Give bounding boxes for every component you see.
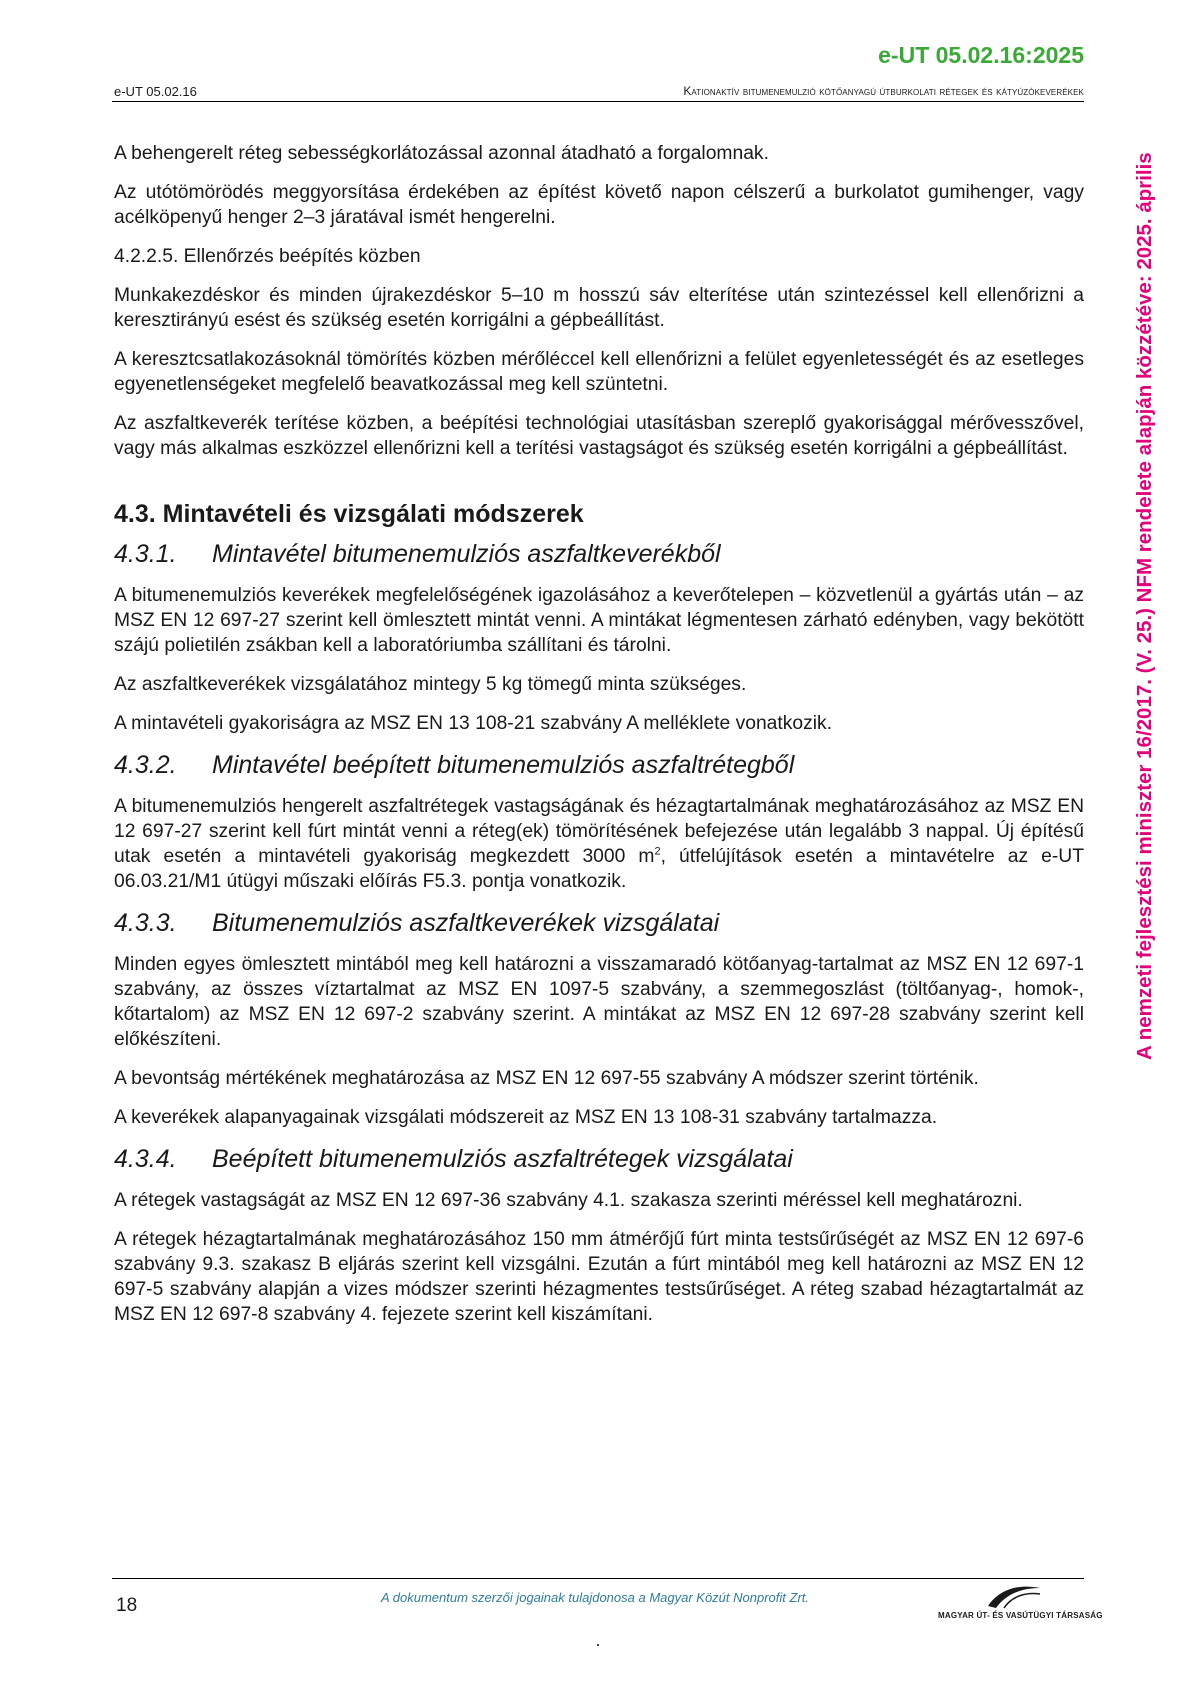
paragraph-text: A bitumenemulziós hengerelt aszfaltrétegek vastagságának és hézagtartalmának meghatározásához az MSZ EN 12 697-27 szerint kell fúrt mintát venni a réteg(ek) tömörítésének befejezése után legalább 3 nappal. Új építésű utak esetén a mintavételi gyakoriság megkezdett 3000 m	[114, 796, 1084, 867]
subsection-heading-4225: 4.2.2.5. Ellenőrzés beépítés közben	[114, 246, 421, 267]
paragraph: A keresztcsatlakozásoknál tömörítés közben mérőléccel kell ellenőrizni a felület egyenletességét és az esetleges egyenetlenségeket megfelelő beavatkozással meg kell szüntetni.	[114, 349, 1084, 395]
section-heading-4-3-1	[114, 539, 1084, 569]
section-heading-4-3-3	[114, 908, 1084, 938]
header-divider	[112, 101, 1084, 102]
publication-side-note: A nemzeti fejlesztési miniszter 16/2017. (V. 25.) NFM rendelete alapján közzétéve: 2025. április	[1133, 152, 1156, 1060]
heading-title: Mintavétel bitumenemulziós aszfaltkeverékből	[212, 540, 721, 568]
paragraph: A behengerelt réteg sebességkorlátozással azonnal átadható a forgalomnak.	[114, 143, 769, 164]
heading-title: Mintavétel beépített bitumenemulziós aszfaltrétegből	[212, 751, 795, 779]
paragraph	[114, 794, 1084, 894]
paragraph: A rétegek vastagságát az MSZ EN 12 697-36 szabvány 4.1. szakasza szerinti méréssel kell meghatározni.	[114, 1190, 1023, 1211]
paragraph: Minden egyes ömlesztett mintából meg kell határozni a visszamaradó kötőanyag-tartalmat az MSZ EN 12 697-1 szabvány, az összes víztartalmat az MSZ EN 1097-5 szabvány, a szemmegoszlást (töltőanyag-, homok-, kőtartalom) az MSZ EN 12 697-2 szabvány szerint. A mintákat az MSZ EN 12 697-28 szabvány szerint kell előkészíteni.	[114, 954, 1084, 1050]
paragraph: Munkakezdéskor és minden újrakezdéskor 5–10 m hosszú sáv elterítése után szintezéssel kell ellenőrizni a keresztirányú esést és szükség esetén korrigálni a gépbeállítást.	[114, 285, 1084, 331]
logo-swoosh-icon	[986, 1582, 1042, 1610]
copyright-notice: A dokumentum szerzői jogainak tulajdonosa a Magyar Közút Nonprofit Zrt.	[380, 1590, 809, 1605]
paragraph: A mintavételi gyakoriságra az MSZ EN 13 108-21 szabvány A melléklete vonatkozik.	[114, 713, 833, 734]
superscript: 2	[654, 845, 661, 858]
heading-title: Beépített bitumenemulziós aszfaltrétegek vizsgálatai	[212, 1145, 793, 1173]
paragraph: A bevontság mértékének meghatározása az MSZ EN 12 697-55 szabvány A módszer szerint történik.	[114, 1068, 979, 1089]
paragraph: A keverékek alapanyagainak vizsgálati módszereit az MSZ EN 13 108-31 szabvány tartalmazza.	[114, 1107, 938, 1128]
section-heading-4-3-4	[114, 1144, 1084, 1174]
section-heading-4-3: 4.3. Mintavételi és vizsgálati módszerek	[114, 500, 584, 528]
heading-number: 4.3.3.	[114, 909, 177, 937]
heading-number: 4.3.1.	[114, 540, 177, 568]
paragraph: Az utótömörödés meggyorsítása érdekében az építést követő napon célszerű a burkolatot gumihenger, vagy acélköpenyű henger 2–3 járatával ismét hengerelni.	[114, 182, 1084, 228]
paragraph: A rétegek hézagtartalmának meghatározásához 150 mm átmérőjű fúrt minta testsűrűségét az MSZ EN 12 697-6 szabvány 9.3. szakasz B eljárás szerint kell vizsgálni. Ezután a fúrt mintából meg kell határozni az MSZ EN 12 697-5 szabvány alapján a vizes módszer szerinti hézagmentes testsűrűséget. A réteg szabad hézagtartalmát az MSZ EN 12 697-8 szabvány 4. fejezete szerint kell kiszámítani.	[114, 1229, 1084, 1325]
header-doc-id: e-UT 05.02.16	[114, 84, 197, 99]
footer-dot	[597, 1644, 599, 1646]
paragraph: Az aszfaltkeverék terítése közben, a beépítési technológiai utasításban szereplő gyakorisággal mérővesszővel, vagy más alkalmas eszközzel ellenőrizni kell a terítési vastagságot és szükség esetén korrigálni a gépbeállítást.	[114, 413, 1084, 459]
paragraph: Az aszfaltkeverékek vizsgálatához mintegy 5 kg tömegű minta szükséges.	[114, 674, 747, 695]
paragraph: A bitumenemulziós keverékek megfelelőségének igazolásához a keverőtelepen – közvetlenül a gyártás után – az MSZ EN 12 697-27 szerint kell ömlesztett mintát venni. A mintákat légmentesen zárható edényben, vagy bekötött szájú polietilén zsákban kell a laboratóriumba szállítani és tárolni.	[114, 585, 1084, 656]
heading-title: Bitumenemulziós aszfaltkeverékek vizsgálatai	[212, 909, 720, 937]
road-railway-society-logo-icon	[938, 1582, 1103, 1622]
page-content	[114, 141, 1084, 1341]
page-number: 18	[116, 1595, 138, 1616]
footer-divider	[112, 1578, 1084, 1579]
heading-number: 4.3.4.	[114, 1145, 177, 1173]
logo-text: MAGYAR ÚT- ÉS VASÚTÜGYI TÁRSASÁG	[938, 1611, 1103, 1620]
heading-number: 4.3.2.	[114, 751, 177, 779]
header-doc-title: Kationaktív bitumenemulzió kötőanyagú útburkolati rétegek és kátyúzókeverékek	[683, 84, 1084, 98]
section-heading-4-3-2	[114, 750, 1084, 780]
document-stamp: e-UT 05.02.16:2025	[878, 42, 1084, 68]
paragraph-text: , útfelújítások esetén a mintavételre az e-UT 06.03.21/M1 útügyi műszaki előírás F5.3. pontja vonatkozik.	[114, 846, 1084, 892]
